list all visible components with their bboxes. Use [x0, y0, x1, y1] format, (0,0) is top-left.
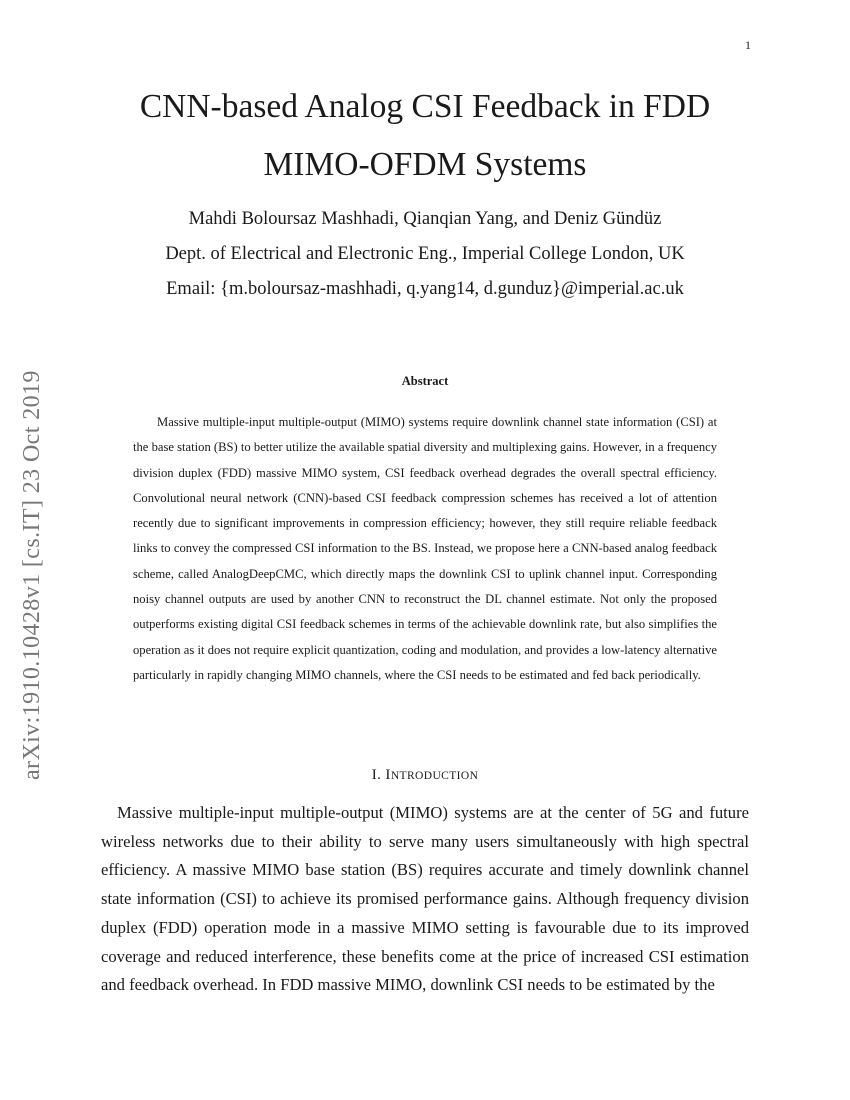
title-line-1: CNN-based Analog CSI Feedback in FDD — [139, 88, 711, 125]
email-line: Email: {m.boloursaz-mashhadi, q.yang14, d.gunduz}@imperial.ac.uk — [166, 279, 684, 299]
affiliation: Dept. of Electrical and Electronic Eng., Imperial College London, UK — [165, 244, 685, 264]
section-title-rest: NTRODUCTION — [390, 770, 479, 782]
author-block — [100, 202, 750, 307]
abstract-body: Massive multiple-input multiple-output (MIMO) systems require downlink channel state information (CSI) at the base station (BS) to better utilize the available spatial diversity and multiplexing gains. However, in a frequency division duplex (FDD) massive MIMO system, CSI feedback overhead degrades the overall spectral efficiency. Convolutional neural network (CNN)-based CSI feedback compression schemes has received a lot of attention recently due to significant improvements in compression efficiency; however, they still require reliable feedback links to convey the compressed CSI information to the BS. Instead, we propose here a CNN-based analog feedback scheme, called AnalogDeepCMC, which directly maps the downlink CSI to uplink channel input. Corresponding noisy channel outputs are used by another CNN to reconstruct the DL channel estimate. Not only the proposed outperforms existing digital CSI feedback schemes in terms of the achievable downlink rate, but also simplifies the operation as it does not require explicit quantization, coding and modulation, and provides a low-latency alternative particularly in rapidly changing MIMO channels, where the CSI needs to be estimated and fed back periodically. — [133, 415, 717, 682]
section-numeral: I. — [371, 767, 382, 783]
page-number: 1 — [745, 38, 751, 52]
abstract-heading: Abstract — [401, 374, 449, 388]
paper-title — [100, 78, 750, 194]
section-heading — [100, 767, 750, 784]
introduction-body: Massive multiple-input multiple-output (MIMO) systems are at the center of 5G and future wireless networks due to their ability to serve many users simultaneously with high spectral efficiency. A massive MIMO base station (BS) requires accurate and timely downlink channel state information (CSI) to achieve its promised performance gains. Although frequency division duplex (FDD) operation mode in a massive MIMO setting is favourable due to its improved coverage and reduced interference, these benefits come at the price of increased CSI estimation and feedback overhead. In FDD massive MIMO, downlink CSI needs to be estimated by the — [101, 803, 749, 995]
section-title-initial: I — [385, 767, 391, 783]
arxiv-identifier: arXiv:1910.10428v1 [cs.IT] 23 Oct 2019 — [19, 370, 45, 780]
author-names: Mahdi Boloursaz Mashhadi, Qianqian Yang, and Deniz Gündüz — [188, 209, 662, 229]
title-line-2: MIMO-OFDM Systems — [263, 146, 587, 183]
section-title — [385, 767, 478, 783]
